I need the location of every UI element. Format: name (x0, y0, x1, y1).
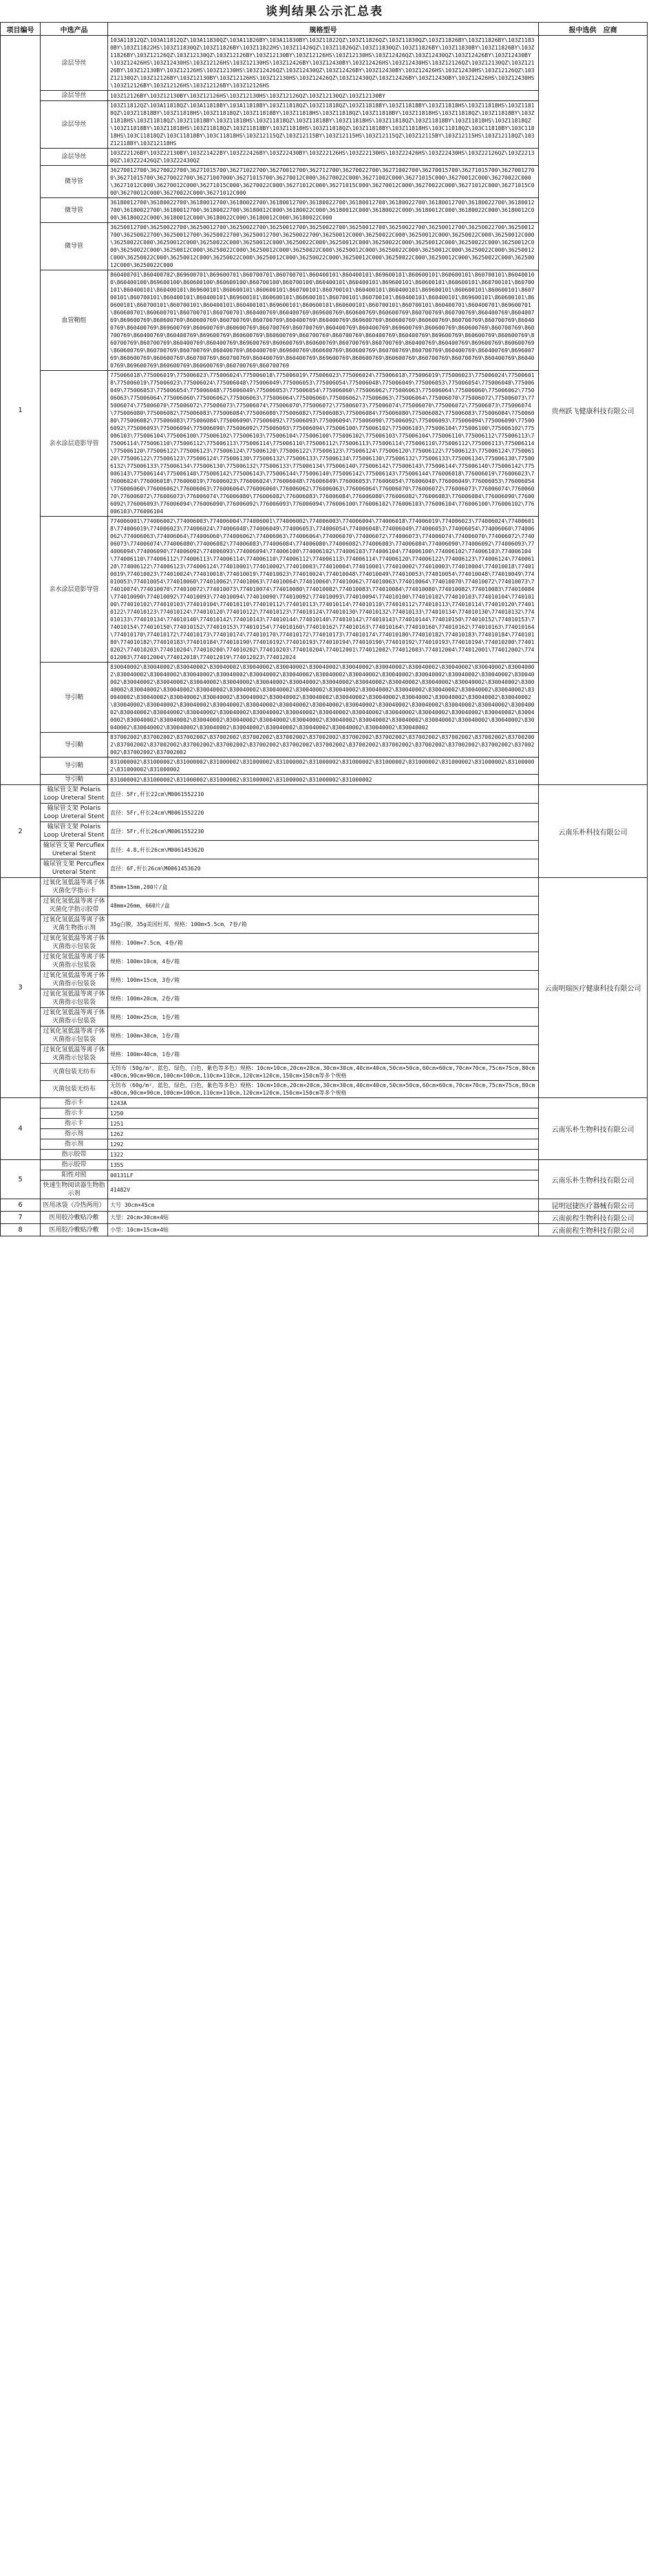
product-cell: 指示胶带 (41, 1150, 108, 1160)
spec-cell: 36250012700\36250022700\36250012700\36250022700\36250012700\36250022700\36250012700\36250022700\36250012700\36250022700\36250012700\36250022700\36250012700\36250022700\36250012700\36250022700\36250012C000\36250022C000\36250012C000\36250022C000\36250012C000\36250022C000\36250012C000\36250022C000\36250012C000\36250022C000\36250012C000\36250022C000\36250012C000\36250022C000\36250012C000\36250022C000\36250012C000\36250022C000\36250012C000\36250022C000\36250012C000\36250022C000\36250012C000\36250022C000\36250012C000\36250022C000\36250012C000\36250022C000\36250012C000\36250022C000\36250012C000\36250022C000\36250012C000\36250022C000\36250012C000\36250022C000 (108, 223, 539, 270)
product-cell: 输尿管支架 Polaris Loop Ureteral Stent (41, 785, 108, 804)
product-cell: 微导管 (41, 198, 108, 223)
project-number-cell: 1 (1, 36, 41, 785)
spec-cell: 774006001\774006002\774006003\774006004\774006001\774006002\774006003\774006004\774006018\774006019\774006023\774006024\774006018\774006019\774006023\774006024\774006048\774006049\774006053\774006054\774006048\774006049\774006053\774006054\774006060\774006062\774006063\774006064\774006060\774006062\774006063\774006064\774006070\774006072\774006073\774006074\774006070\774006072\774006073\774006074\774006080\774006082\774006083\774006084\774006080\774006082\774006083\774006084\774006090\774006092\774006093\774006094\774006090\774006092\774006093\774006094\774006100\774006102\774006103\774006104\774006100\774006102\774006103\774006104\774006110\774006112\774006113\774006114\774006110\774006112\774006113\774006114\774006120\774006122\774006123\774006124\774006120\774006122\774006123\774006124\774010001\774010002\774010003\774010004\774010001\774010002\774010003\774010004\774010018\774010019\774010023\774010024\774010018\774010019\774010023\774010024\774010048\774010049\774010053\774010054\774010048\774010049\774010053\774010054\774010060\774010062\774010063\774010064\774010060\774010062\774010063\774010064\774010070\774010072\774010073\774010074\774010070\774010072\774010073\774010074\774010080\774010082\774010083\774010084\774010080\774010082\774010083\774010084\774010090\774010092\774010093\774010094\774010090\774010092\774010093\774010094\774010100\774010102\774010103\774010104\774010100\774010102\774010103\774010104\774010110\774010112\774010113\774010114\774010110\774010112\774010113\774010114\774010120\774010122\774010123\774010124\774010120\774010122\774010123\774010124\774010130\774010132\774010133\774010134\774010130\774010132\774010133\774010134\774010140\774010142\774010143\774010144\774010140\774010142\774010143\774010144\774010150\774010152\774010153\774010154\774010150\774010152\774010153\774010154\774010160\774010162\774010163\774010164\774010160\774010162\774010163\774010164\774010170\774010172\774010173\774010174\774010170\774010172\774010173\774010174\774010180\774010182\774010183\774010184\774010180\774010182\774010183\774010184\774010190\774010192\774010193\774010194\774010190\774010192\774010193\774010194\774010200\774010202\774010203\774010204\774010200\774010202\774010203\774010204\774012001\774012002\774012003\774012004\774012001\774012002\774012003\774012004\774012018\774012019\774012023\774012024 (108, 517, 539, 663)
spec-cell: 85mm×15mm,200片/盒 (108, 878, 539, 897)
table-body (1, 36, 648, 1236)
spec-cell: 837002002\837002002\837002002\837002002\837002002\837002002\837002002\837002002\837002002\837002002\837002002\837002002\837002002\837002002\837002002\837002002\837002002\837002002\837002002\837002002\837002002\837002002\837002002\837002002\837002002\837002002\837002002\837002002 (108, 733, 539, 758)
spec-cell: 1251 (108, 1119, 539, 1129)
spec-cell: 1250 (108, 1108, 539, 1119)
product-cell: 输尿管支架 Percuflex Ureteral Stent (41, 841, 108, 859)
spec-cell: 直径：6F,杆长26cm\M0061453620 (108, 859, 539, 878)
table-row (1, 1199, 648, 1212)
supplier-cell: 云南前程生物科技有限公司 (539, 1224, 648, 1236)
header-project-number: 项目编号 (1, 23, 41, 36)
product-cell: 快速生物阅读器生物指示剂 (41, 1181, 108, 1199)
product-cell: 微导管 (41, 223, 108, 270)
product-cell: 过氧化氢低温等离子体灭菌指示包装袋 (41, 934, 108, 952)
spec-cell: 860400701\860400702\869600701\869600701\860700701\860700701\860400101\860400101\869600101\860600101\860600101\860700101\860400100\860400100\869600100\860600100\860600100\860700100\860700100\860400101\860400101\869600101\860600101\860600101\860700101\860700101\860400101\860400101\869600101\860600101\860600101\860700101\860700101\860400101\860400101\869600101\860600101\860600101\860700101\860700101\860400101\860400101\869600101\860600101\860600101\860700101\860700101\860400101\860400101\869600101\860600101\860600101\860700101\860700101\860400101\860400101\869600101\860600101\860600101\860700101\860700101\860400701\860400701\869600701\860600701\860600701\860700701\860700701\860400769\860400769\869600769\860600769\860600769\860700769\860700769\860400769\860400769\869600769\860600769\860600769\860700769\860700769\860400769\860400769\869600769\860600769\860600769\860700769\860700769\860400769\860400769\869600769\860600769\860600769\860700769\860700769\860400769\860400769\869600769\860600769\860600769\860700769\860700769\860400769\860400769\869600769\860600769\860600769\860700769\860700769\860400769\860400769\869600769\860600769\860600769\860700769\860700769\860400769\860400769\869600769\860600769\860600769\860700769\860700769\860400769\860400769\869600769\860600769\860600769\860700769\860700769\860400769\860400769\869600769\860600769\860600769\860700769\860700769\860400769\860400769\869600769\860600769\860600769\860700769\860700769\860400769\860400769\869600769\860600769\860600769\860700769\860700769\860400769\860400769\869600769\860600769\860600769\860700769\860700769 (108, 270, 539, 371)
product-cell: 灭菌包装无纺布 (41, 1081, 108, 1098)
table-row (1, 1098, 648, 1108)
spec-cell: 36270012700\36270022700\36271015700\36271022700\36270012700\362712700\36270022700\36271002700\36270015700\36271015700\36270012700\36271015700\36270022700\36271007000\36271015700\36270012C000\36270022C000\36271002C000\36271015C000\36270012C000\36270022C000\36271012C000\36270012C000\36271015C000\36270022C000\36271012C000\36271015C000\36270012C000\36270022C000\36271012C000\36271015C000\36270012C000\36270022C000\36271012C000 (108, 166, 539, 198)
spec-cell: 规格：100m×40cm，1卷/箱 (108, 1045, 539, 1064)
header-row (1, 23, 648, 36)
product-cell: 输尿管支架 Polaris Loop Ureteral Stent (41, 804, 108, 822)
product-cell: 医用冰袋（冷热两用） (41, 1199, 108, 1212)
product-cell: 涂层导丝 (41, 149, 108, 166)
spec-cell: 00131LF (108, 1170, 539, 1181)
product-cell: 过氧化氢低温等离子体灭菌指示包装袋 (41, 1045, 108, 1064)
spec-cell: 规格：100m×25cm，1卷/箱 (108, 1008, 539, 1027)
header-product: 中选产品 (41, 23, 108, 36)
spec-cell: 规格：100m×10cm，4卷/箱 (108, 952, 539, 971)
product-cell: 涂层导丝 (41, 101, 108, 149)
supplier-cell: 贵州跃飞健康科技有限公司 (539, 36, 648, 785)
product-cell: 指示卡 (41, 1108, 108, 1119)
product-cell: 过氧化氢低温等离子体灭菌指示包装袋 (41, 1008, 108, 1027)
supplier-cell: 云南前程生物科技有限公司 (539, 1212, 648, 1224)
product-cell: 过氧化氢低温等离子体灭菌指示包装袋 (41, 971, 108, 989)
spec-cell: 103Z22126BY\103Z22130BY\103Z21422BY\103Z22426BY\103Z22430BY\103Z22126HS\103Z22130HS\103Z22426HS\103Z22430HS\103Z22126QZ\103Z22130QZ\103Z22426QZ\103Z22430QZ (108, 149, 539, 166)
product-cell: 血管鞘组 (41, 270, 108, 371)
spec-cell: 1262 (108, 1129, 539, 1139)
product-cell: 输尿管支架 Percuflex Ureteral Stent (41, 859, 108, 878)
spec-cell: 直径：5Fr,杆长26cm\M0061552230 (108, 822, 539, 841)
project-number-cell: 5 (1, 1160, 41, 1199)
spec-cell: 规格：100m×20cm，2卷/箱 (108, 989, 539, 1008)
product-cell: 过氧化氢低温等离子体灭菌化学指示胶带 (41, 897, 108, 915)
spec-cell: 大型：20cm×30cm×4贴 (108, 1212, 539, 1224)
product-cell: 过氧化氢低温等离子体灭菌生物指示剂 (41, 915, 108, 934)
project-number-cell: 2 (1, 785, 41, 878)
spec-cell: 1243A (108, 1098, 539, 1108)
spec-cell: 830040002\830040002\830040002\830040002\830040002\830040002\830040002\830040002\830040002\830040002\830040002\830040002\830040002\830040002\830040002\830040002\830040002\830040002\830040002\830040002\830040002\830040002\830040002\830040002\830040002\830040002\830040002\830040002\830040002\830040002\830040002\830040002\830040002\830040002\830040002\830040002\830040002\830040002\830040002\830040002\830040002\830040002\830040002\830040002\830040002\830040002\830040002\830040002\830040002\830040002\830040002\830040002\830040002\830040002\830040002\830040002\830040002\830040002\830040002\830040002\830040002\830040002\830040002\830040002\830040002\830040002\830040002\830040002\830040002\830040002\830040002\830040002\830040002\830040002\830040002\830040002\830040002\830040002\830040002\830040002\830040002\830040002\830040002\830040002\830040002\830040002\830040002\830040002\830040002\830040002\830040002\830040002\830040002\830040002\830040002\830040002\830040002\830040002\830040002\830040002\830040002\830040002\830040002\830040002\830040002\830040002\830040002\830040002\830040002\830040002\830040002\830040002 (108, 663, 539, 733)
spec-cell: 无纺布（60g/m²，蓝色、绿色、白色、紫色等多色）规格：10cm×10cm,20cm×20cm,30cm×30cm,40cm×40cm,50cm×50cm,60cm×60cm,70cm×70cm,75cm×75cm,80cm×80cm,90cm×90cm,100cm×100cm,110cm×110cm,120cm×120cm,150cm×150cm等多个规格 (108, 1081, 539, 1098)
spec-cell: 831000002\831000002\831000002\831000002\831000002\831000002\831000002\831000002\831000002\831000002\831000002\831000002\831000002\831000002\831000002 (108, 758, 539, 775)
product-cell: 医用胶冷敷贴冷敷 (41, 1224, 108, 1236)
product-cell: 导引鞘 (41, 663, 108, 733)
spec-cell: 1322 (108, 1150, 539, 1160)
spec-cell: 规格：100m×7.5cm，4卷/箱 (108, 934, 539, 952)
spec-cell: 1355 (108, 1160, 539, 1170)
header-spec: 规格型号 (108, 23, 539, 36)
product-cell: 阳性对照 (41, 1170, 108, 1181)
spec-cell: 1292 (108, 1139, 539, 1150)
supplier-cell: 云南乐朴生物科技有限公司 (539, 1098, 648, 1160)
project-number-cell: 6 (1, 1199, 41, 1212)
product-cell: 指示卡 (41, 1098, 108, 1108)
product-cell: 医用胶冷敷贴冷敷 (41, 1212, 108, 1224)
project-number-cell: 7 (1, 1212, 41, 1224)
product-cell: 微导管 (41, 166, 108, 198)
product-cell: 导引鞘 (41, 775, 108, 785)
spec-cell: 103A11812QZ\103A11812QZ\103A11830QZ\103A11826BY\103A11830BY\103Z11822QZ\103Z11826QZ\103Z11830QZ\103Z11826BY\103Z11826BY\103Z11830BY\103Z11822HS\103Z11830QZ\103Z11826BY\103Z11822HS\103Z11426QZ\103Z11826QZ\103Z11830QZ\103Z11826BY\103Z11830BY\103Z11826BY\103Z11826BY\103Z12126QZ\103Z12130QZ\103Z12126BY\103Z12130BY\103Z12126HS\103Z12130HS\103Z12426QZ\103Z12430QZ\103Z12426BY\103Z12430BY\103Z12426HS\103Z12430HS\103Z12126HS\103Z12130HS\103Z12426BY\103Z12430BY\103Z12426HS\103Z12430HS\103Z12126QZ\103Z12130QZ\103Z12126BY\103Z12130BY\103Z12126HS\103Z12130HS\103Z12426QZ\103Z12430QZ\103Z12426BY\103Z12430BY\103Z12426HS\103Z12430HS\103Z12126QZ\103Z12130QZ\103Z12126BY\103Z12130BY\103Z12126HS\103Z12130HS\103Z12426QZ\103Z12430QZ\103Z12426BY\103Z12430BY\103Z12426HS\103Z12430HS\103Z12126BY\103Z12126HS\103Z12126BY\103Z12126HS (108, 36, 539, 91)
page-title: 谈判结果公示汇总表 (266, 5, 383, 19)
project-number-cell: 4 (1, 1098, 41, 1160)
product-cell: 指示卡 (41, 1119, 108, 1129)
table-row (1, 1212, 648, 1224)
product-cell: 过氧化氢低温等离子体灭菌化学指示卡 (41, 878, 108, 897)
table-row (1, 1224, 648, 1236)
product-cell: 指示胶带 (41, 1160, 108, 1170)
spec-cell: 大号 30cm×45cm (108, 1199, 539, 1212)
product-cell: 导引鞘 (41, 758, 108, 775)
supplier-cell: 云南乐朴生物科技有限公司 (539, 1160, 648, 1199)
spec-cell: 直径：5Fr,杆长22cm\M0061552210 (108, 785, 539, 804)
product-cell: 导引鞘 (41, 733, 108, 758)
product-cell: 过氧化氢低温等离子体灭菌指示包装袋 (41, 989, 108, 1008)
spec-cell: 41482V (108, 1181, 539, 1199)
table-row (1, 36, 648, 91)
spec-cell: 小型：10cm×15cm×4贴 (108, 1224, 539, 1236)
product-cell: 过氧化氢低温等离子体灭菌指示包装袋 (41, 1027, 108, 1045)
header-supplier: 报中选供 应商 (539, 23, 648, 36)
spec-cell: 48mm×26mm，660片/盒 (108, 897, 539, 915)
product-cell: 输尿管支架 Polaris Loop Ureteral Stent (41, 822, 108, 841)
supplier-cell: 昆明冠捷医疗器械有限公司 (539, 1199, 648, 1212)
table-row (1, 1160, 648, 1170)
spec-cell: 无纺布（50g/m²，蓝色、绿色、白色、紫色等多色）规格：10cm×10cm,20cm×20cm,30cm×30cm,40cm×40cm,50cm×50cm,60cm×60cm,70cm×70cm,75cm×75cm,80cm×80cm,90cm×90cm,100cm×100cm,110cm×110cm,120cm×120cm,150cm×150cm等多个规格 (108, 1064, 539, 1081)
project-number-cell: 8 (1, 1224, 41, 1236)
spec-cell: 直径：4.8,杆长26cm\M0061453620 (108, 841, 539, 859)
spec-cell: 35g白膜，35g美国杜邦，规格：100m×5.5cm，7卷/箱 (108, 915, 539, 934)
supplier-cell: 云南乐朴科技有限公司 (539, 785, 648, 878)
product-cell: 灭菌包装无纺布 (41, 1064, 108, 1081)
project-number-cell: 3 (1, 878, 41, 1098)
spec-cell: 36180012700\36180022700\36180012700\36180022700\36180012700\36180022700\36180012700\36180022700\36180012700\36180022700\36180012700\36180022700\36180012700\36180022700\36180012C000\36180022C000\36180012C000\36180022C000\36180012C000\36180022C000\36180012C000\36180022C000\36180012C000\36180022C000\36180012C000\36180022C000 (108, 198, 539, 223)
product-cell: 过氧化氢低温等离子体灭菌指示包装袋 (41, 952, 108, 971)
product-cell: 亲水涂层造影导管 (41, 371, 108, 517)
table-row (1, 878, 648, 897)
product-cell: 涂层导丝 (41, 91, 108, 101)
spec-cell: 直径：5Fr,杆长24cm\M0061552220 (108, 804, 539, 822)
product-cell: 指示剂 (41, 1139, 108, 1150)
spec-cell: 规格：100m×15cm，3卷/箱 (108, 971, 539, 989)
spec-cell: 103Z12126BY\103Z12130BY\103Z12126HS\103Z12130HS\103Z12126QZ\103Z12130QZ\103Z12130BY (108, 91, 539, 101)
spec-cell: 规格：100m×30cm，1卷/箱 (108, 1027, 539, 1045)
spec-cell: 103Z11812QZ\103A11818QZ\103A11818BY\103A11818BY\103Z11818QZ\103Z11818QZ\103Z11818BY\103Z11818BY\103Z11818HS\103Z11818HS\103Z11818QZ\103Z11818BY\103Z11818HS\103Z11818QZ\103Z11818BY\103Z11818HS\103Z11818QZ\103Z11818BY\103Z11818HS\103Z11818QZ\103Z11818BY\103Z11818HS\103Z11818QZ\103Z11818BY\103Z11818HS\103Z11818QZ\103Z11818BY\103Z11818HS\103Z11818QZ\103Z11818BY\103Z11818HS\103Z11818QZ\103Z11818BY\103Z11818HS\103Z11818QZ\103Z11818BY\103Z11818HS\103Z11818QZ\103Z11818BY\103Z11818HS\103C11818QZ\103C11818BY\103C11818HS\103C11818QZ\103C11818BY\103C11818HS\103Z12115QZ\103Z12115BY\103Z12115HS\103Z12115QZ\103Z12115BY\103Z12115HS\103Z12118QZ\103Z12118BY\103Z12118HS (108, 101, 539, 149)
spec-cell: 831000002\831000002\831000002\831000002\831000002\831000002\831000002\831000002 (108, 775, 539, 785)
product-cell: 指示剂 (41, 1129, 108, 1139)
product-cell: 亲水涂层造影导管 (41, 517, 108, 663)
product-cell: 涂层导丝 (41, 36, 108, 91)
table-row (1, 785, 648, 804)
results-table (0, 22, 648, 1236)
spec-cell: 775006018\775006019\775006023\775006024\775006018\775006019\775006023\775006024\775006018\775006019\775006023\775006024\775006018\775006019\775006023\775006024\775006048\775006049\775006053\775006054\775006048\775006049\775006053\775006054\775006048\775006049\775006053\775006054\775006048\775006049\775006053\775006054\775006060\775006062\775006063\775006064\775006060\775006062\775006063\775006064\775006060\775006062\775006063\775006064\775006060\775006062\775006063\775006064\775006070\775006072\775006073\775006074\775006070\775006072\775006073\775006074\775006070\775006072\775006073\775006074\775006070\775006072\775006073\775006074\775006080\775006082\775006083\775006084\775006080\775006082\775006083\775006084\775006080\775006082\775006083\775006084\775006080\775006082\775006083\775006084\775006090\775006092\775006093\775006094\775006090\775006092\775006093\775006094\775006090\775006092\775006093\775006094\775006090\775006092\775006093\775006094\775006100\775006102\775006103\775006104\775006100\775006102\775006103\775006104\775006100\775006102\775006103\775006104\775006100\775006102\775006103\775006104\775006110\775006112\775006113\775006114\775006110\775006112\775006113\775006114\775006110\775006112\775006113\775006114\775006110\775006112\775006113\775006114\775006120\775006122\775006123\775006124\775006120\775006122\775006123\775006124\775006120\775006122\775006123\775006124\775006120\775006122\775006123\775006124\775006130\775006132\775006133\775006134\775006130\775006132\775006133\775006134\775006130\775006132\775006133\775006134\775006130\775006132\775006133\775006134\775006140\775006142\775006143\775006144\775006140\775006142\775006143\775006144\775006140\775006142\775006143\775006144\775006140\775006142\775006143\775006144\776006018\776006019\776006023\776006024\776006018\776006019\776006023\776006024\776006048\776006049\776006053\776006054\776006048\776006049\776006053\776006054\776006060\776006062\776006063\776006064\776006060\776006062\776006063\776006064\776006070\776006072\776006073\776006074\776006070\776006072\776006073\776006074\776006080\776006082\776006083\776006084\776006080\776006082\776006083\776006084\776006090\776006092\776006093\776006094\776006090\776006092\776006093\776006094\776006100\776006102\776006103\776006104\776006100\776006102\776006103\776006104 (108, 371, 539, 517)
supplier-cell: 云南明瑞医疗健康科技有限公司 (539, 878, 648, 1098)
